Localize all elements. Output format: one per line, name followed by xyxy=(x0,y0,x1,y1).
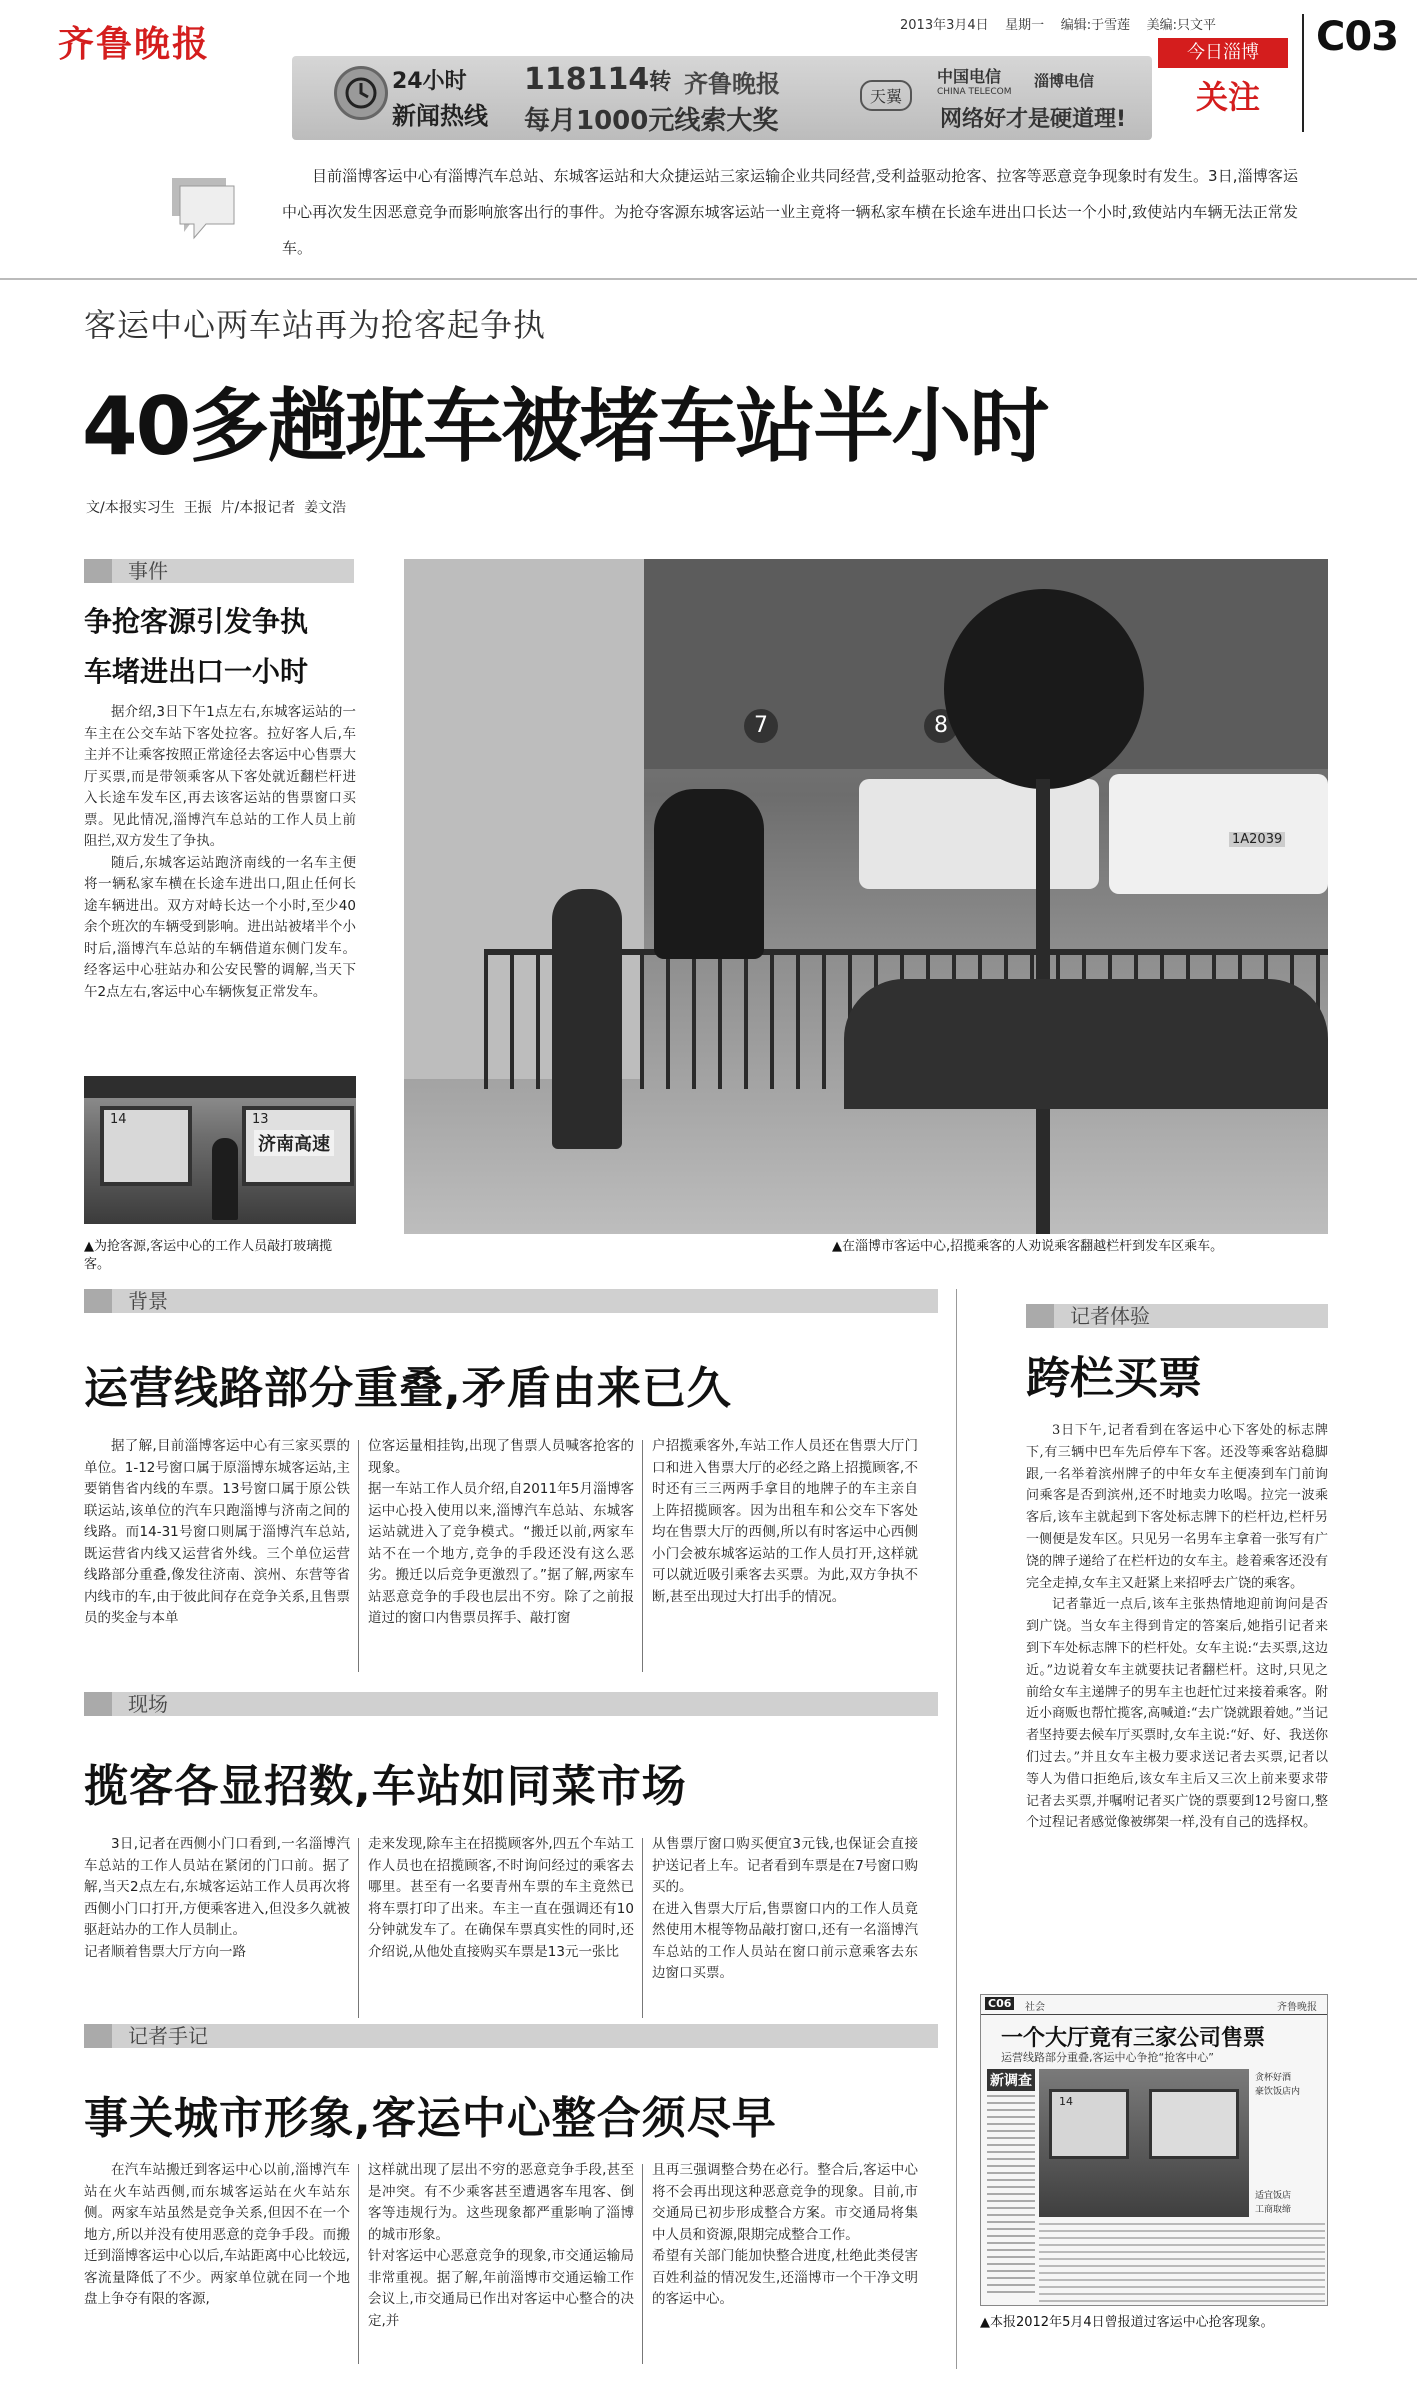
col-divider xyxy=(642,1440,643,1672)
section-tag-scene xyxy=(84,1692,938,1716)
background-col-3-text: 户招揽乘客外,车站工作人员还在售票大厅门口和进入售票大厅的必经之路上招揽顾客,不时还有三三两两手拿目的地牌子的车主亲自上阵招揽顾客。因为出租车和公交车下客处均在售票大厅的西侧,所以有时客运中心西侧小门会被东城客运站的工作人员打开,这样就可以就近吸引乘客去买票。为此,双方争执不断,甚至出现过大打出手的情况。 xyxy=(652,1438,918,1605)
banner-prize-suffix: 线索大奖 xyxy=(674,106,779,136)
clip-side-note-4: 工商取缔 xyxy=(1255,2205,1292,2215)
banner-paper-logo: 齐鲁晚报 xyxy=(684,69,780,98)
issue-date: 2013年3月4日 xyxy=(900,18,989,33)
small-photo-person xyxy=(212,1138,238,1220)
clip-photo-sign: 14 xyxy=(1059,2095,1073,2108)
section-tag-experience-label: 记者体验 xyxy=(1070,1304,1150,1328)
hotline-banner xyxy=(292,56,1152,140)
section-tag-background xyxy=(84,1289,938,1313)
background-col-3 xyxy=(652,1436,918,1608)
section-tag-background-label: 背景 xyxy=(128,1289,168,1313)
issue-weekday: 星期一 xyxy=(1005,18,1045,33)
clip-page-number: C06 xyxy=(985,1997,1014,2010)
main-photo-sign xyxy=(944,589,1144,789)
main-photo-bus-plate: 1A2039 xyxy=(1229,832,1285,847)
scene-col-3-text: 从售票厅窗口购买便宜3元钱,也保证会直接护送记者上车。记者看到车票是在7号窗口购买的。 在进入售票大厅后,售票窗口内的工作人员竟然使用木棍等物品敲打窗口,还有一名淄博汽车总站的工作人员站在窗口前示意乘客去东边窗口买票。 xyxy=(652,1836,918,1981)
main-photo-gate-2: 8 xyxy=(924,709,958,743)
archive-clipping xyxy=(980,1994,1328,2306)
clip-title: 一个大厅竟有三家公司售票 xyxy=(1001,2026,1266,2051)
notes-col-2 xyxy=(368,2160,634,2332)
tianyi-logo: 天翼 xyxy=(860,80,912,111)
col-divider xyxy=(642,1838,643,2018)
main-photo-gate-1: 7 xyxy=(744,709,778,743)
byline: 文/本报实习生 王振 片/本报记者 姜文浩 xyxy=(86,500,347,516)
telecom-name-en: CHINA TELECOM xyxy=(937,87,1012,97)
notes-col-1 xyxy=(84,2160,350,2311)
event-paragraph-2: 随后,东城客运站跑济南线的一名车主便将一辆私家车横在长途车进出口,阻止任何长途车辆进出。双方对峙长达一个小时,至少40余个班次的车辆受到影响。进出站被堵半个小时后,淄博汽车总站的车辆借道东侧门发车。经客运中心驻站办和公安民警的调解,当天下午2点左右,客运中心车辆恢复正常发车。 xyxy=(84,854,356,1000)
clip-tag: 新调查 xyxy=(987,2069,1035,2091)
right-column-divider xyxy=(956,1289,957,2369)
background-col-2 xyxy=(368,1436,634,1630)
masthead xyxy=(0,0,1417,140)
small-photo-sign-2: 14 xyxy=(110,1112,127,1127)
telecom-logo xyxy=(937,64,1011,97)
column-label: 关注 xyxy=(1196,78,1261,116)
scene-col-1-text: 3日,记者在西侧小门口看到,一名淄博汽车总站的工作人员站在紧闭的门口前。据了解,当天2点左右,东城客运站工作人员再次将西侧小门口打开,方便乘客进入,但没多久就被驱赶站办的工作人员制止。 记者顺着售票大厅方向一路 xyxy=(84,1836,350,1960)
experience-title: 跨栏买票 xyxy=(1026,1353,1202,1404)
telecom-name: 中国电信 xyxy=(937,67,1002,86)
col-divider xyxy=(358,1838,359,2018)
paper-logo: 齐鲁晚报 xyxy=(58,23,211,65)
section-tag-event xyxy=(84,559,354,583)
lead-rule xyxy=(0,278,1417,280)
banner-prize-amount: 每月1000元 xyxy=(524,106,675,136)
issue-editor: 编辑:于雪莲 xyxy=(1060,18,1131,33)
small-photo-sign-3: 13 xyxy=(252,1112,269,1127)
event-paragraph-1: 据介绍,3日下午1点左右,东城客运站的一车主在公交车站下客处拉客。拉好客人后,车主并不让乘客按照正常途径去客运中心售票大厅买票,而是带领乘客从下客处就近翻栏杆进入长途车发车区,再去该客运站的售票窗口买票。见此情况,淄博汽车总站的工作人员上前阻拦,双方发生了争执。 xyxy=(84,704,356,849)
section-tag-experience xyxy=(1026,1304,1328,1328)
experience-body xyxy=(1026,1420,1328,1834)
page-number: C03 xyxy=(1316,14,1399,60)
hotline-label: 24小时 xyxy=(392,69,467,94)
event-title-1: 争抢客源引发争执 xyxy=(84,605,309,638)
hotline-title: 新闻热线 xyxy=(392,102,488,130)
background-col-1 xyxy=(84,1436,350,1630)
event-title-2: 车堵进出口一小时 xyxy=(84,655,309,688)
clip-subtitle: 运营线路部分重叠,客运中心争抢“抢客中心” xyxy=(1001,2051,1214,2064)
clip-left-text xyxy=(987,2095,1035,2295)
scene-col-2 xyxy=(368,1834,634,1963)
main-photo-bus-left xyxy=(859,779,1099,889)
small-photo-window-top xyxy=(84,1076,356,1098)
scene-col-2-text: 走来发现,除车主在招揽顾客外,四五个车站工作人员也在招揽顾客,不时询问经过的乘客去哪里。甚至有一名要青州车票的车主竟然已将车票打印了出来。车主一直在强调还有10分钟就发车了。在确保车票真实性的同时,还介绍说,从他处直接购买车票是13元一张比 xyxy=(368,1836,634,1960)
issue-designer: 美编:只文平 xyxy=(1146,18,1217,33)
notes-col-3-text: 且再三强调整合势在必行。整合后,客运中心将不会再出现这种恶意竞争的现象。目前,市交通局已初步形成整合方案。市交通局将集中人员和资源,限期完成整合工作。 希望有关部门能加快整合进度,杜绝此类侵害百姓利益的情况发生,还淄博市一个干净文明的客运中心。 xyxy=(652,2162,918,2307)
issue-info xyxy=(900,14,1216,33)
clip-bottom-text xyxy=(1039,2223,1325,2303)
notes-col-3 xyxy=(652,2160,918,2311)
clip-side-note-2: 豪饮饭店内 xyxy=(1255,2087,1301,2097)
clip-photo xyxy=(1039,2069,1249,2217)
lead-paragraph: 目前淄博客运中心有淄博汽车总站、东城客运站和大众捷运站三家运输企业共同经营,受利益驱动抢客、拉客等恶意竞争现象时有发生。3日,淄博客运中心再次发生因恶意竞争而影响旅客出行的事件。为抢夺客源东城客运站一业主竟将一辆私家车横在长途车进出口长达一个小时,致使站内车辆无法正常发车。 xyxy=(282,167,1298,257)
experience-paragraph-1: 3日下午,记者看到在客运中心下客处的标志牌下,有三辆中巴车先后停车下客。还没等乘客站稳脚跟,一名举着滨州牌子的中年女车主便凑到车门前询问乘客是否到滨州,还不时地卖力吆喝。拉完一波乘客后,该车主就起到下客处标志牌下的栏杆边,栏杆另一侧便是发车区。只见另一名男车主拿着一张写有广饶的牌子递给了在栏杆边的女车主。趁着乘客还没有完全走掉,女车主又赶紧上来招呼去广饶的乘客。 xyxy=(1026,1423,1328,1591)
clip-photo-window-2 xyxy=(1149,2089,1239,2159)
hotline-number-digits: 118114 xyxy=(524,62,650,97)
main-photo-bus-right xyxy=(1109,774,1328,894)
banner-prize xyxy=(524,100,778,137)
small-photo-sign-1: 济南高速 xyxy=(254,1130,334,1156)
small-photo-caption: ▲为抢客源,客运中心的工作人员敲打玻璃揽客。 xyxy=(84,1239,333,1272)
clip-header-bar xyxy=(981,1995,1327,2015)
clip-paper: 齐鲁晚报 xyxy=(1277,2002,1317,2013)
experience-paragraph-2: 记者靠近一点后,该车主张热情地迎前询问是否到广饶。当女车主得到肯定的答案后,她指引记者来到下车处标志牌下的栏杆处。女车主说:“去买票,这边近。”边说着女车主就要扶记者翻栏杆。这时,只见之前给女车主递牌子的男车主也赶忙过来接着乘客。附近小商贩也帮忙揽客,高喊道:“去广饶就跟着她。”当记者坚持要去候车厅买票时,女车主说:“好、好、我送你们过去。”并且女车主极力要求送记者去买票,记者以等人为借口拒绝后,该女车主后又三次上前来要求带记者去买票,并嘱咐记者买广饶的票要到12号窗口,整个过程记者感觉像被绑架一样,没有自己的选择权。 xyxy=(1026,1597,1328,1831)
headline-main: 40多趟班车被堵车站半小时 xyxy=(82,380,1048,473)
background-title: 运营线路部分重叠,矛盾由来已久 xyxy=(84,1363,732,1414)
scene-col-1 xyxy=(84,1834,350,1963)
small-photo xyxy=(84,1076,356,1224)
col-divider xyxy=(358,2164,359,2364)
main-photo xyxy=(404,559,1328,1234)
hotline-number-suffix: 转 xyxy=(649,70,672,95)
lead-bubble-icon xyxy=(166,172,238,244)
notes-title: 事关城市形象,客运中心整合须尽早 xyxy=(84,2093,777,2144)
clip-right-notes xyxy=(1255,2071,1325,2217)
main-photo-man xyxy=(654,789,764,959)
section-tag-scene-label: 现场 xyxy=(128,1692,168,1716)
scene-col-3 xyxy=(652,1834,918,1985)
col-divider xyxy=(358,1440,359,1672)
section-tag-notes xyxy=(84,2024,938,2048)
clip-side-note-1: 贪杯好酒 xyxy=(1255,2073,1292,2083)
scene-title: 揽客各显招数,车站如同菜市场 xyxy=(84,1761,687,1812)
col-divider xyxy=(642,2164,643,2364)
background-col-1-text: 据了解,目前淄博客运中心有三家买票的单位。1-12号窗口属于原淄博东城客运站,主要销售省内线的车票。13号窗口属于原公铁联运站,该单位的汽车只跑淄博与济南之间的线路。而14-31号窗口则属于淄博汽车总站,既运营省内线又运营省外线。三个单位运营线路部分重叠,像发往济南、滨州、东营等省内线市的车,由于彼此间存在竞争关系,且售票员的奖金与本单 xyxy=(84,1438,350,1626)
masthead-divider xyxy=(1302,14,1304,132)
section-tag-notes-label: 记者手记 xyxy=(128,2024,208,2048)
phone-icon xyxy=(334,66,388,120)
clip-section: 社会 xyxy=(1025,2002,1045,2013)
main-photo-caption: ▲在淄博市客运中心,招揽乘客的人劝说乘客翻越栏杆到发车区乘车。 xyxy=(832,1239,1224,1254)
banner-slogan: 网络好才是硬道理! xyxy=(940,107,1127,132)
notes-col-1-text: 在汽车站搬迁到客运中心以前,淄博汽车站在火车站西侧,而东城客运站在火车站东侧。两家车站虽然是竞争关系,但因不在一个地方,所以并没有使用恶意的竞争手段。而搬迁到淄博客运中心以后,车站距离中心比较远,客流量降低了不少。两家单位就在同一个地盘上争夺有限的客源, xyxy=(84,2162,350,2307)
section-badge: 今日淄博 xyxy=(1158,38,1288,68)
section-tag-event-label: 事件 xyxy=(128,559,168,583)
clip-caption: ▲本报2012年5月4日曾报道过客运中心抢客现象。 xyxy=(980,2315,1274,2330)
main-photo-woman xyxy=(552,889,622,1149)
main-photo-bushes xyxy=(844,979,1328,1109)
event-body xyxy=(84,702,356,1003)
notes-col-2-text: 这样就出现了层出不穷的恶意竞争手段,甚至是冲突。有不少乘客甚至遭遇客车甩客、倒客等违规行为。这些现象都严重影响了淄博的城市形象。 针对客运中心恶意竞争的现象,市交通运输局非常重视。据了解,年前淄博市交通运输工作会议上,市交通局已作出对客运中心整合的决定,并 xyxy=(368,2162,634,2329)
hotline-number xyxy=(524,62,671,97)
clip-side-note-3: 适宜饭店 xyxy=(1255,2191,1292,2201)
zibo-telecom-logo: 淄博电信 xyxy=(1034,72,1095,90)
headline-kicker: 客运中心两车站再为抢客起争执 xyxy=(84,306,547,344)
background-col-2-text: 位客运量相挂钩,出现了售票人员喊客抢客的现象。 据一车站工作人员介绍,自2011年5月淄博客运中心投入使用以来,淄博汽车总站、东城客运站就进入了竞争模式。“搬迁以前,两家车站不在一个地方,竞争的手段还没有这么恶劣。搬迁以后竞争更激烈了。”据了解,两家车站恶意竞争的手段也层出不穷。除了之前报道过的窗口内售票员挥手、敲打窗 xyxy=(368,1438,634,1626)
